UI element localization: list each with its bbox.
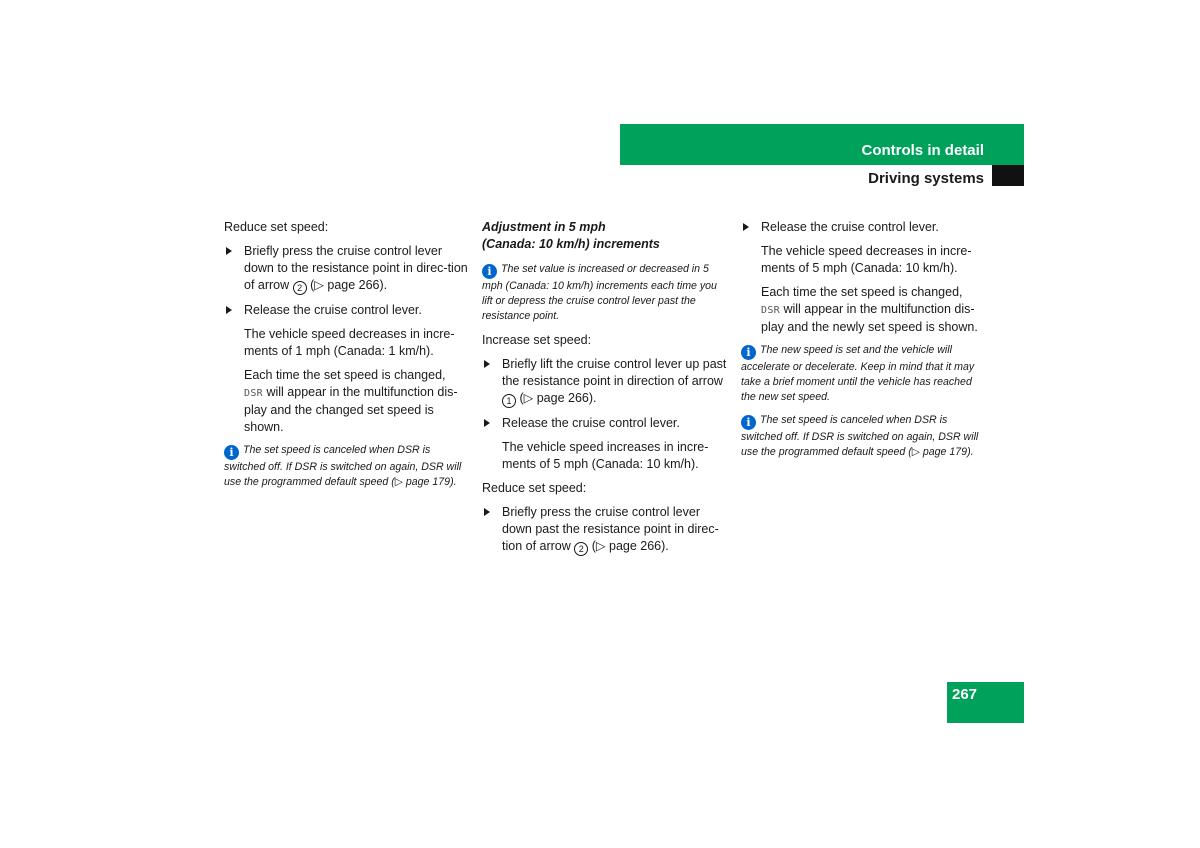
bullet-lift-lever (482, 356, 730, 408)
adjustment-heading: Adjustment in 5 mph (Canada: 10 km/h) increments (482, 220, 660, 251)
page-ref: (▷ page 179). (908, 446, 974, 458)
speed-increase-text: The vehicle speed increases in incre-ments of 5 mph (Canada: 10 km/h). (502, 440, 709, 471)
bullet-arrow-icon (484, 508, 490, 516)
header-marker (992, 165, 1024, 186)
bullet-press-lever (224, 243, 472, 295)
bullet-text: Release the cruise control lever. (502, 416, 680, 430)
page-ref: (▷ page 266). (310, 278, 388, 292)
reduce-heading: Reduce set speed: (224, 220, 329, 234)
speed-decrease-text: The vehicle speed decreases in incre-ments of 1 mph (Canada: 1 km/h). (244, 327, 455, 358)
page-ref: (▷ page 179). (391, 476, 457, 488)
info-note: i The set speed is canceled when DSR is switched off. If DSR is switched on again, DSR will use the programmed default speed (▷ page 179). (224, 444, 462, 488)
section-subtitle: Driving systems (868, 170, 984, 187)
bullet-release-lever (482, 415, 730, 432)
info-note: i The set value is increased or decreased in 5 mph (Canada: 10 km/h) increments each time you lift or depress the cruise control lever past the resistance point. (482, 263, 717, 322)
dsr-label: DSR (761, 305, 780, 316)
arrow-2-circle: 2 (293, 281, 307, 295)
bullet-arrow-icon (484, 360, 490, 368)
bullet-arrow-icon (743, 223, 749, 231)
page-ref: (▷ page 266). (519, 391, 597, 405)
dsr-display-text: Each time the set speed is changed, DSR will appear in the multifunction dis-play and the newly set speed is shown. (761, 285, 978, 334)
arrow-1-circle: 1 (502, 394, 516, 408)
bullet-press-lever (482, 504, 730, 556)
page-ref: (▷ page 266). (591, 539, 669, 553)
bullet-release-lever (741, 219, 989, 236)
info-note: i The set speed is canceled when DSR is switched off. If DSR is switched on again, DSR will use the programmed default speed (▷ page 179). (741, 414, 979, 458)
page-number: 267 (952, 686, 978, 703)
bullet-text: Briefly press the cruise control lever down to the resistance point in direc-tion of arrow (244, 244, 468, 292)
section-title: Controls in detail (861, 142, 984, 159)
column-3 (741, 219, 989, 468)
bullet-arrow-icon (226, 306, 232, 314)
bullet-text: Briefly press the cruise control lever down past the resistance point in direc-tion of arrow (502, 505, 719, 553)
increase-heading: Increase set speed: (482, 333, 592, 347)
dsr-label: DSR (244, 388, 263, 399)
reduce-heading: Reduce set speed: (482, 481, 587, 495)
dsr-display-text: Each time the set speed is changed, DSR will appear in the multifunction dis-play and the changed set speed is shown. (244, 368, 458, 434)
info-icon: i (741, 345, 756, 360)
info-icon: i (224, 445, 239, 460)
bullet-release-lever (224, 302, 472, 319)
bullet-arrow-icon (484, 419, 490, 427)
info-note: i The new speed is set and the vehicle will accelerate or decelerate. Keep in mind that it may take a brief moment until the vehicle has reached the new set speed. (741, 344, 975, 403)
info-icon: i (741, 415, 756, 430)
bullet-text: Release the cruise control lever. (761, 220, 939, 234)
column-2 (482, 219, 730, 563)
info-icon: i (482, 264, 497, 279)
bullet-text: Release the cruise control lever. (244, 303, 422, 317)
bullet-arrow-icon (226, 247, 232, 255)
speed-decrease-text: The vehicle speed decreases in incre-ments of 5 mph (Canada: 10 km/h). (761, 244, 972, 275)
arrow-2-circle: 2 (574, 542, 588, 556)
column-1 (224, 219, 472, 498)
bullet-text: Briefly lift the cruise control lever up past the resistance point in direction of arrow (502, 357, 727, 388)
